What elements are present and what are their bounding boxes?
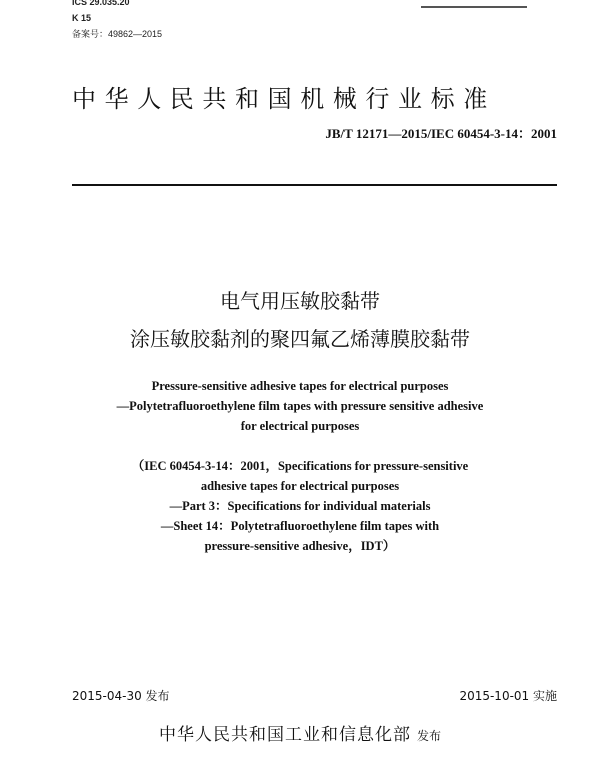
standard-type-heading: 中华人民共和国机械行业标准 — [72, 85, 496, 113]
classification-code: K 15 — [72, 13, 92, 23]
iec-reference-line-5: pressure-sensitive adhesive，IDT） — [204, 539, 396, 553]
title-chinese-line-2: 涂压敏胶黏剂的聚四氟乙烯薄膜胶黏带 — [130, 327, 470, 351]
ics-code: ICS 29.035.20 — [72, 0, 130, 7]
title-english-line-1: Pressure-sensitive adhesive tapes for electrical purposes — [151, 379, 449, 393]
header-bar-decoration — [421, 6, 527, 8]
iec-reference-line-3: —Part 3：Specifications for individual materials — [169, 499, 431, 513]
issuer-line — [60, 724, 540, 747]
record-number: 备案号：49862—2015 — [72, 29, 163, 39]
iec-reference-line-1: （IEC 60454-3-14：2001，Specifications for pressure-sensitive — [131, 459, 469, 473]
implementation-date: 2015-10-01 实施 — [459, 689, 557, 703]
issuer-suffix: 发布 — [416, 729, 441, 743]
issue-date: 2015-04-30 发布 — [72, 689, 170, 703]
title-english-line-3: for electrical purposes — [240, 419, 360, 433]
header-divider — [72, 184, 557, 186]
title-chinese-line-1: 电气用压敏胶黏带 — [220, 289, 380, 313]
iec-reference-line-2: adhesive tapes for electrical purposes — [200, 479, 400, 493]
iec-reference-line-4: —Sheet 14：Polytetrafluoroethylene film tapes with — [160, 519, 440, 533]
title-english-line-2: —Polytetrafluoroethylene film tapes with pressure sensitive adhesive — [116, 399, 484, 413]
issuer-name: 中华人民共和国工业和信息化部 — [158, 725, 411, 745]
standard-number: JB/T 12171—2015/IEC 60454-3-14：2001 — [325, 126, 557, 141]
